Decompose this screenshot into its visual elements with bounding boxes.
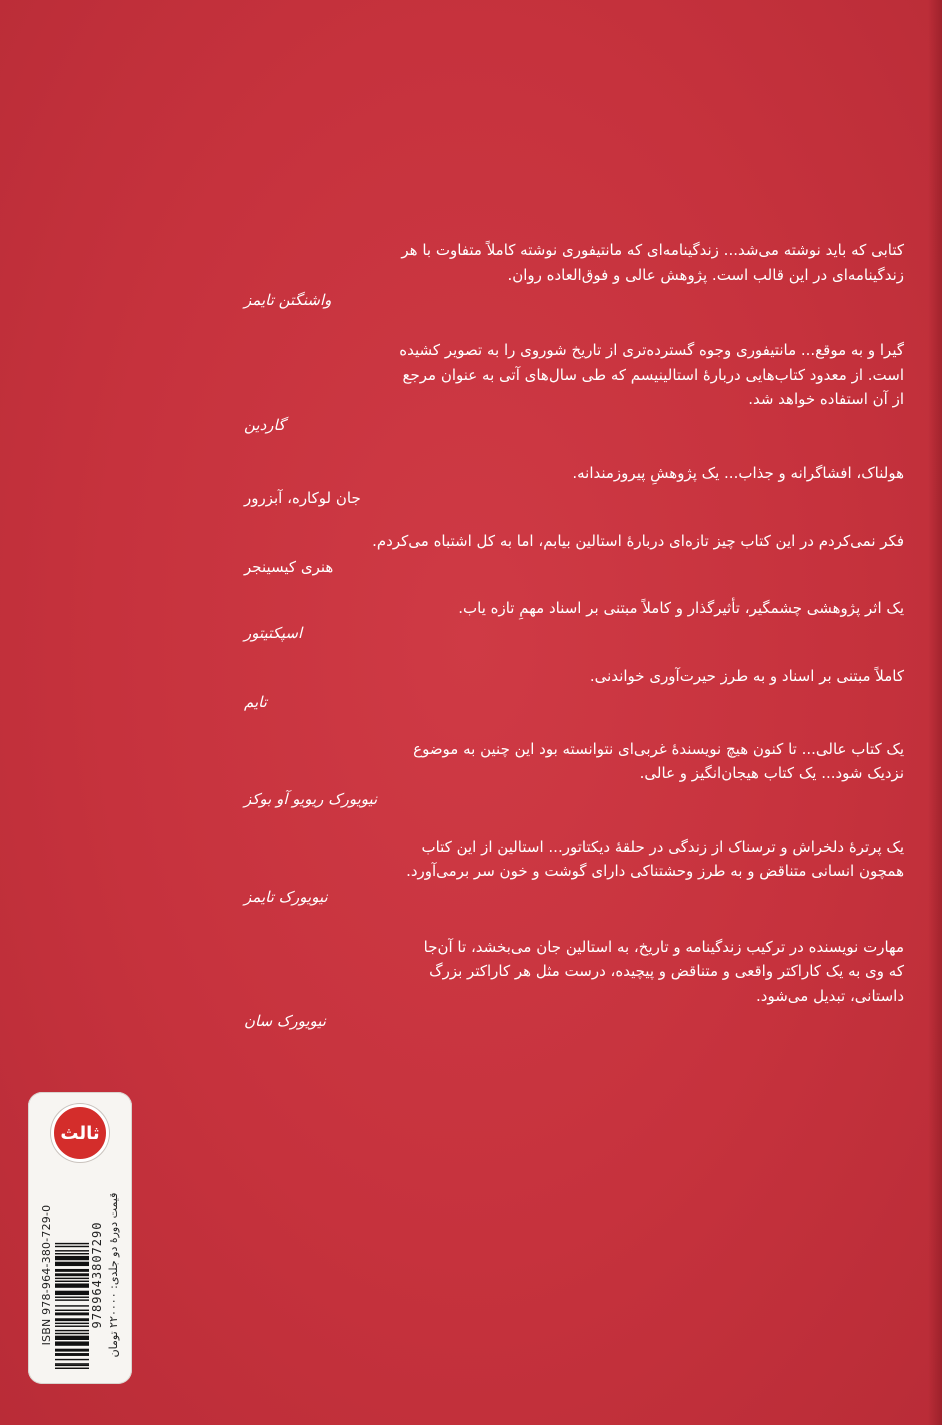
blurb-quote-line: است. از معدود کتاب‌هایی دربارهٔ استالینیسم که طی سال‌های آتی به عنوان مرجع [402, 365, 904, 384]
barcode-bar [55, 1330, 89, 1331]
publisher-logo-text: ثالث [60, 1122, 100, 1144]
barcode-bar [55, 1250, 89, 1251]
blurb-source: اسپکتیتور [244, 624, 303, 642]
barcode-bar [55, 1336, 89, 1340]
barcode-bar [55, 1281, 89, 1282]
blurb-quote-line: کاملاً مبتنی بر اسناد و به طرز حیرت‌آوری خواندنی. [589, 667, 904, 685]
barcode-bar [55, 1318, 89, 1321]
blurb-quote-line: گیرا و به موقع... مانتیفوری وجوه گسترده‌تری از تاریخ شوروی را به تصویر کشیده [399, 341, 904, 359]
barcode-bar [55, 1349, 89, 1352]
blurb-source: نیویورک ریویو آو بوکز [244, 789, 378, 808]
blurb-quote-line: یک کتاب عالی... تا کنون هیچ نویسندهٔ غربی‌ای نتوانسته بود این چنین به موضوع [413, 739, 904, 758]
blurb-6 [244, 664, 904, 713]
cover-edge-shade [928, 0, 942, 1425]
blurb-2 [244, 338, 904, 436]
barcode [55, 1175, 89, 1375]
blurb-source: واشنگتن تایمز [244, 291, 332, 309]
barcode-bar [55, 1262, 89, 1266]
blurb-quote-line: زندگینامه‌ای در این قالب است. پژوهش عالی و فوق‌العاده روان. [507, 265, 904, 284]
blurb-source: هنری کیسینجر [244, 557, 334, 576]
barcode-bar [55, 1326, 89, 1327]
barcode-bar [55, 1323, 89, 1324]
blurb-quote-line: کتابی که باید نوشته می‌شد... زندگینامه‌ای که مانتیفوری نوشته کاملاً متفاوت با هر [401, 241, 904, 259]
barcode-rotated-block [40, 1170, 120, 1380]
barcode-bar [55, 1283, 89, 1287]
blurb-quote-line: یک اثر پژوهشی چشمگیر، تأثیرگذار و کاملاً مبتنی بر اسناد مهمِ تازه‌ یاب. [458, 598, 904, 617]
blurb-7 [244, 737, 904, 810]
barcode-bar [55, 1312, 89, 1315]
blurb-quote-line: که وی به یک کاراکتر واقعی و متناقض و پیچیده، درست مثل هر کاراکتر بزرگ [429, 962, 904, 980]
publisher-logo [51, 1104, 109, 1162]
blurb-quote-line: هولناک، افشاگرانه و جذاب... یک پژوهشِ پیروزمندانه. [572, 463, 904, 482]
blurbs-section [244, 238, 904, 1032]
barcode-bar [55, 1299, 89, 1300]
isbn-label: ISBN 978-964-380-729-0 [40, 1204, 53, 1346]
barcode-bar [55, 1256, 89, 1260]
barcode-bar [55, 1246, 89, 1247]
blurb-source: نیویورک سان [244, 1012, 326, 1030]
barcode-bar [55, 1365, 89, 1366]
blurb-quote-line: مهارت نویسنده در ترکیب زندگینامه و تاریخ، به استالین جان می‌بخشد، تا آن‌جا [423, 937, 904, 956]
barcode-bar [55, 1243, 89, 1244]
blurb-quote-line: داستانی، تبدیل می‌شود. [756, 986, 904, 1005]
blurb-3 [244, 461, 904, 510]
blurb-quote-line: همچون انسانی متناقض و به طرز وحشتناکی دارای گوشت و خون سر برمی‌آورد. [406, 862, 904, 880]
blurb-source: تایم [244, 692, 267, 711]
blurb-quote-line: از آن استفاده خواهد شد. [748, 390, 904, 408]
blurb-source: جان لوکاره، آبزرور [244, 489, 361, 507]
blurb-source: نیویورک تایمز [244, 887, 328, 906]
barcode-bar [55, 1353, 89, 1356]
barcode-bar [55, 1333, 89, 1334]
blurb-quote-line: یک پرترهٔ دلخراش و ترسناک از زندگی در حلقهٔ دیکتاتور... استالین از این کتاب [421, 837, 904, 856]
barcode-bar [55, 1273, 89, 1276]
blurb-source: گاردین [244, 415, 286, 434]
price-label: قیمت دورهٔ دو جلدی: ۲۲۰۰۰۰ تومان [107, 1192, 120, 1358]
barcode-area [28, 1170, 132, 1380]
barcode-bar [55, 1278, 89, 1279]
barcode-bar [55, 1297, 89, 1298]
blurb-9 [244, 935, 904, 1033]
barcode-bar [55, 1363, 89, 1364]
barcode-bar [55, 1368, 89, 1369]
barcode-bar [55, 1269, 89, 1272]
barcode-digits: 9789643807290 [90, 1221, 104, 1329]
barcode-bar [55, 1310, 89, 1311]
barcode-bar [55, 1291, 89, 1295]
barcode-bar [55, 1359, 89, 1360]
barcode-bar [55, 1305, 89, 1306]
blurb-5 [244, 596, 904, 645]
barcode-bars [55, 1175, 89, 1375]
blurb-quote-line: فکر نمی‌کردم در این کتاب چیز تازه‌ای دربارهٔ استالین بیابم، اما به کل اشتباه می‌کردم. [372, 532, 904, 550]
barcode-bar [55, 1253, 89, 1254]
blurb-4 [244, 529, 904, 578]
blurb-8 [244, 835, 904, 908]
isbn-sticker [28, 1092, 132, 1384]
blurb-1 [244, 238, 904, 311]
blurb-quote-line: نزدیک شود... یک کتاب هیجان‌انگیز و عالی. [639, 764, 904, 782]
barcode-bar [55, 1341, 89, 1345]
